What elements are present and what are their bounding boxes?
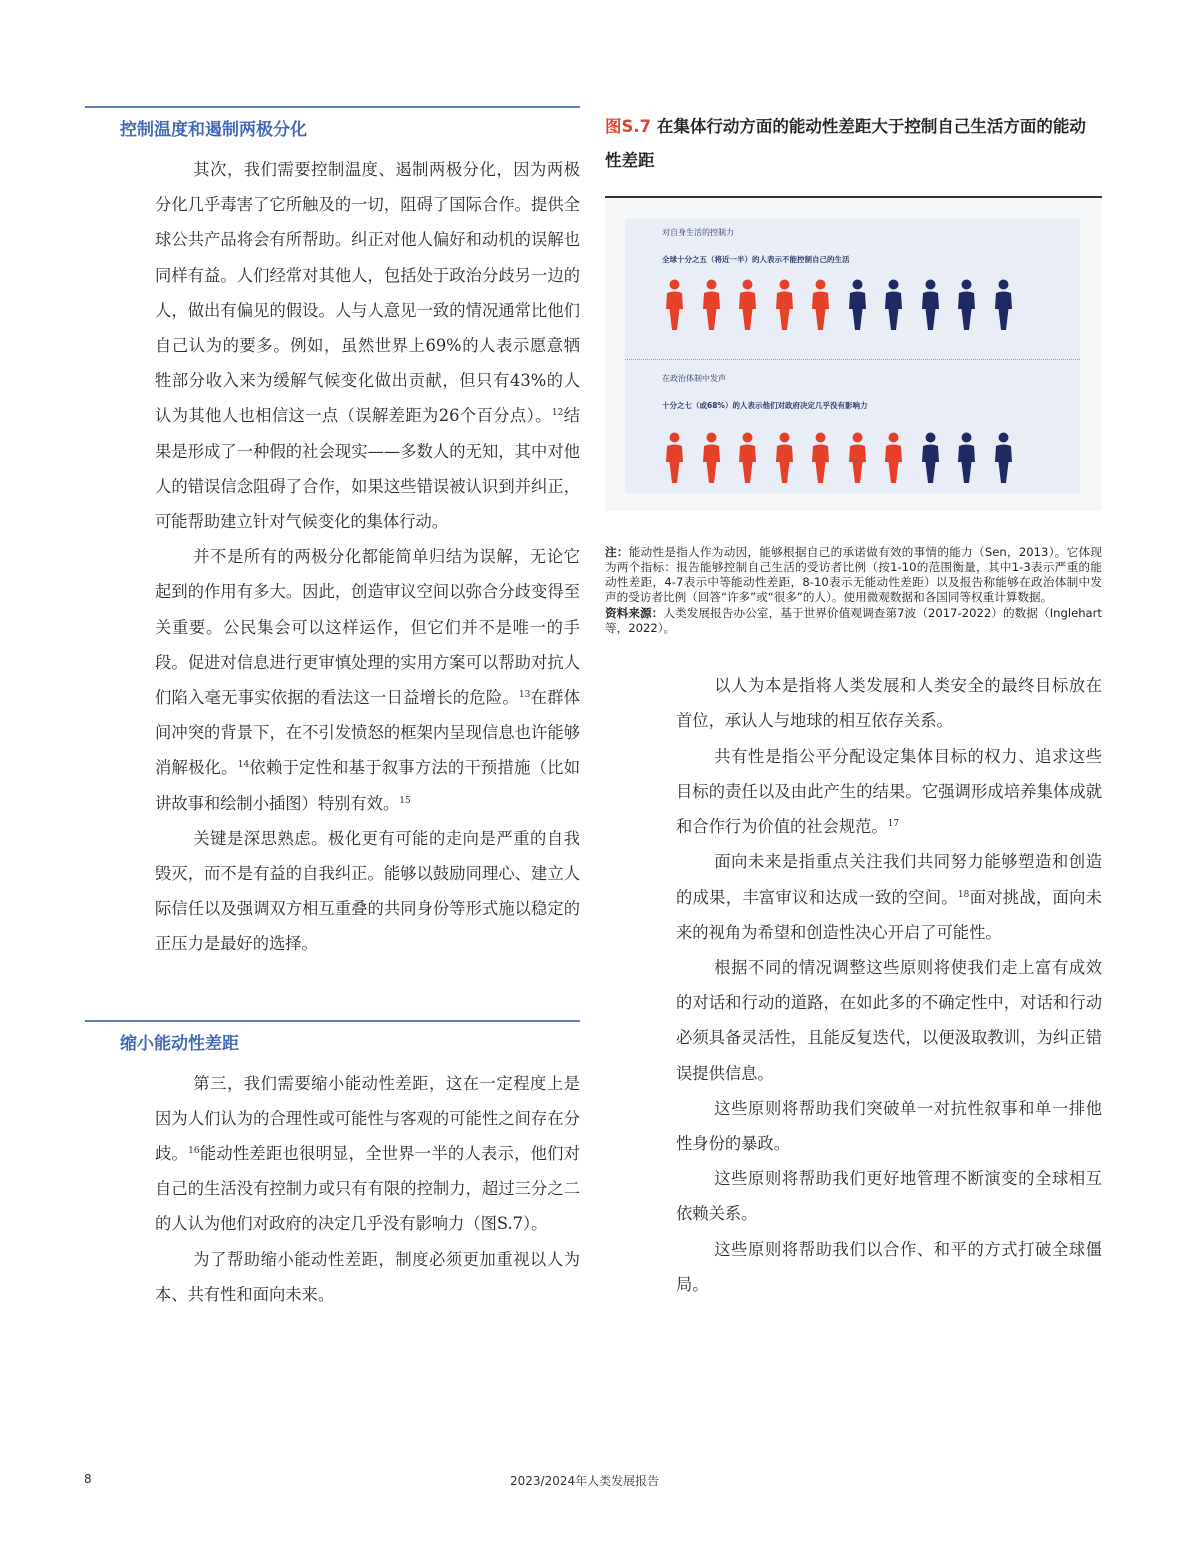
panel-subtitle: 十分之七（或68%）的人表示他们对政府决定几乎没有影响力: [662, 400, 868, 410]
paragraph: 并不是所有的两极分化都能简单归结为误解，无论它起到的作用有多大。因此，创造审议空间以弥合分歧变得至关重要。公民集会可以这样运作，但它们并不是唯一的手段。促进对信息进行更审慎处理的实用方案可以帮助对抗人们陷入毫无事实依据的看法这一日益增长的危险。$^{13}$在群体间冲突的背景下，在不引发愤怒的框架内呈现信息也许能够消解极化。$^{14}$依赖于定性和基于叙事方法的干预措施（比如讲故事和绘制小插图）特别有效。$^{15}$: [155, 547, 580, 813]
section-heading-polarization: 控制温度和遏制两极分化: [120, 120, 307, 140]
paragraph: 这些原则将帮助我们突破单一对抗性叙事和单一排他性身份的暴政。: [676, 1098, 1102, 1153]
panel-political-voice: [625, 359, 1080, 494]
right-column: [605, 106, 1102, 1302]
person-icon: [699, 279, 724, 331]
left-column: [85, 106, 580, 1312]
figure-note: 注：能动性是指人作为动因，能够根据自己的承诺做有效的事情的能力（Sen，2013）。它体现为两个指标：报告能够控制自己生活的受访者比例（按1-10的范围衡量，其中1-3表示严重的能动性差距，4-7表示中等能动性差距，8-10表示无能动性差距）以及报告称能够在政治体制中发声的受访者比例（回答“许多”或“很多”的人）。使用微观数据和各国同等权重计算数据。 资料来源：人类发展报告办公室，基于世界价值观调查第7波（2017-2022）的数据（Inglehart等，2022）。: [605, 544, 1102, 635]
figure-title: 图S.7 在集体行动方面的能动性差距大于控制自己生活方面的能动性差距: [605, 117, 1086, 170]
person-icon: [699, 432, 724, 484]
running-footer: 2023/2024年人类发展报告: [510, 1474, 660, 1488]
section-body-agency-gap: [155, 1066, 580, 1312]
person-icon: [772, 432, 797, 484]
section-divider: [85, 106, 580, 108]
paragraph: 这些原则将帮助我们以合作、和平的方式打破全球僵局。: [676, 1239, 1102, 1294]
person-icon: [808, 279, 833, 331]
person-icon: [735, 279, 760, 331]
person-icon: [881, 432, 906, 484]
paragraph: 根据不同的情况调整这些原则将使我们走上富有成效的对话和行动的道路，在如此多的不确定性中，对话和行动必须具备灵活性，且能反复迭代，以便汲取教训，为纠正错误提供信息。: [676, 957, 1102, 1083]
person-icon: [918, 432, 943, 484]
people-row: [662, 432, 1016, 484]
person-icon: [954, 432, 979, 484]
paragraph: 面向未来是指重点关注我们共同努力能够塑造和创造的成果，丰富审议和达成一致的空间。$^{18}$面对挑战，面向未来的视角为希望和创造性决心开启了可能性。: [676, 852, 1102, 942]
panel-subtitle: 全球十分之五（将近一半）的人表示不能控制自己的生活: [662, 254, 850, 264]
person-icon: [845, 279, 870, 331]
paragraph: 第三，我们需要缩小能动性差距，这在一定程度上是因为人们认为的合理性或可能性与客观的可能性之间存在分歧。$^{16}$能动性差距也很明显，全世界一半的人表示，他们对自己的生活没有控制力或只有有限的控制力，超过三分之二的人认为他们对政府的决定几乎没有影响力（图S.7）。: [155, 1073, 580, 1234]
figure-panel: [605, 198, 1102, 511]
figure-label: 图S.7: [605, 117, 652, 136]
person-icon: [735, 432, 760, 484]
person-icon: [881, 279, 906, 331]
section-divider: [85, 1020, 580, 1022]
paragraph: 其次，我们需要控制温度、遏制两极分化，因为两极分化几乎毒害了它所触及的一切，阻碍了国际合作。提供全球公共产品将会有所帮助。纠正对他人偏好和动机的误解也同样有益。人们经常对其他人，包括处于政治分歧另一边的人，做出有偏见的假设。人与人意见一致的情况通常比他们自己认为的要多。例如，虽然世界上69%的人表示愿意牺牲部分收入来为缓解气候变化做出贡献，但只有43%的人认为其他人也相信这一点（误解差距为26个百分点）。$^{12}$结果是形成了一种假的社会现实——多数人的无知，其中对他人的错误信念阻碍了合作，如果这些错误被认识到并纠正，可能帮助建立针对气候变化的集体行动。: [155, 160, 580, 532]
person-icon: [808, 432, 833, 484]
section-heading-agency-gap: 缩小能动性差距: [120, 1033, 239, 1054]
paragraph: 关键是深思熟虑。极化更有可能的走向是严重的自我毁灭，而不是有益的自我纠正。能够以鼓励同理心、建立人际信任以及强调双方相互重叠的共同身份等形式施以稳定的正压力是最好的选择。: [155, 828, 580, 954]
panel-life-control: [625, 219, 1080, 359]
person-icon: [991, 279, 1016, 331]
person-icon: [662, 279, 687, 331]
principles-body: [676, 668, 1102, 1302]
panel-heading: 对自身生活的控制力: [662, 227, 734, 237]
paragraph: 以人为本是指将人类发展和人类安全的最终目标放在首位，承认人与地球的相互依存关系。: [676, 676, 1102, 731]
paragraph: 这些原则将帮助我们更好地管理不断演变的全球相互依赖关系。: [676, 1169, 1102, 1224]
person-icon: [845, 432, 870, 484]
panel-heading: 在政治体制中发声: [662, 373, 726, 383]
pictogram-chart: [625, 219, 1080, 493]
person-icon: [918, 279, 943, 331]
page-number: 8: [84, 1472, 92, 1486]
section-body-polarization: [155, 152, 580, 962]
paragraph: 共有性是指公平分配设定集体目标的权力、追求这些目标的责任以及由此产生的结果。它强调形成培养集体成就和合作行为价值的社会规范。$^{17}$: [676, 746, 1102, 837]
person-icon: [991, 432, 1016, 484]
people-row: [662, 279, 1016, 331]
person-icon: [954, 279, 979, 331]
person-icon: [772, 279, 797, 331]
paragraph: 为了帮助缩小能动性差距，制度必须更加重视以人为本、共有性和面向未来。: [155, 1249, 580, 1304]
person-icon: [662, 432, 687, 484]
